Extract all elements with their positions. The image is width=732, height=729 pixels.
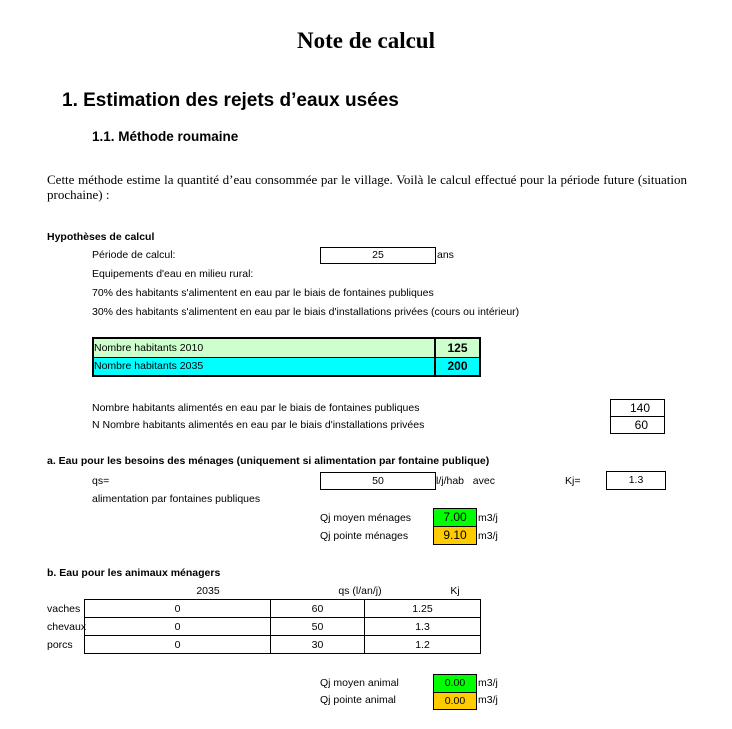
cell-qs: 50 [271,618,365,636]
qj-moyen-animal-label: Qj moyen animal [320,677,399,689]
qj-moyen-menages-label: Qj moyen ménages [320,512,412,524]
row-label: chevaux [47,621,87,633]
animaux-heading: b. Eau pour les animaux ménagers [47,567,221,579]
alim-public-label: Nombre habitants alimentés en eau par le biais de fontaines publiques [92,402,420,414]
unit: m3/j [478,530,498,542]
qj-pointe-menages-label: Qj pointe ménages [320,530,409,542]
line-30: 30% des habitants s'alimentent en eau par le biais d'installations privées (cours ou intérieur) [92,306,520,318]
qj-pointe-animal-value: 0.00 [433,692,477,710]
table-row [93,338,480,357]
col-header-2035: 2035 [196,585,220,597]
kj-value: 1.3 [606,471,666,490]
qs-value: 50 [320,472,436,490]
section-heading: 1. Estimation des rejets d’eaux usées [62,90,399,111]
table-row [85,618,481,636]
row-label: vaches [47,603,81,615]
table-row [85,600,481,618]
hypotheses-heading: Hypothèses de calcul [47,231,155,243]
population-value: 200 [435,357,480,376]
menages-heading: a. Eau pour les besoins des ménages (uniquement si alimentation par fontaine publique) [47,455,490,467]
population-table [92,337,481,377]
alim-public-value: 140 [610,399,665,417]
qs-unit: l/j/hab avec [436,475,495,487]
unit: m3/j [478,694,498,706]
qj-moyen-animal-value: 0.00 [433,674,477,693]
population-value: 125 [435,338,480,357]
col-header-kj: Kj [450,585,460,597]
page-title: Note de calcul [297,28,435,53]
periode-label: Période de calcul: [92,249,176,261]
cell-kj: 1.2 [365,636,481,654]
cell-kj: 1.25 [365,600,481,618]
cell-kj: 1.3 [365,618,481,636]
equipements-text: Equipements d'eau en milieu rural: [92,268,254,280]
kj-label: Kj= [565,475,581,487]
intro-paragraph: Cette méthode estime la quantité d’eau consommée par le village. Voilà le calcul effectué pour la période future (situation prochaine) : [47,172,687,202]
unit: m3/j [478,512,498,524]
cell-count: 0 [85,618,271,636]
col-header-qs: qs (l/an/j) [338,585,382,597]
table-row [85,636,481,654]
alim-prive-value: 60 [610,416,665,434]
alimentation-note: alimentation par fontaines publiques [92,493,261,505]
periode-value: 25 [320,247,436,264]
cell-count: 0 [85,600,271,618]
qj-pointe-menages-value: 9.10 [433,526,477,545]
cell-count: 0 [85,636,271,654]
qs-label: qs= [92,475,110,487]
animaux-table [84,599,481,654]
table-row [93,357,480,376]
unit: m3/j [478,677,498,689]
cell-qs: 60 [271,600,365,618]
qj-pointe-animal-label: Qj pointe animal [320,694,396,706]
row-label: porcs [47,639,73,651]
population-label: Nombre habitants 2010 [93,338,435,357]
subsection-heading: 1.1. Méthode roumaine [92,129,239,144]
alim-prive-label: N Nombre habitants alimentés en eau par le biais d'installations privées [92,419,425,431]
periode-unit: ans [437,249,454,261]
qj-moyen-menages-value: 7.00 [433,508,477,527]
cell-qs: 30 [271,636,365,654]
line-70: 70% des habitants s'alimentent en eau par le biais de fontaines publiques [92,287,434,299]
population-label: Nombre habitants 2035 [93,357,435,376]
